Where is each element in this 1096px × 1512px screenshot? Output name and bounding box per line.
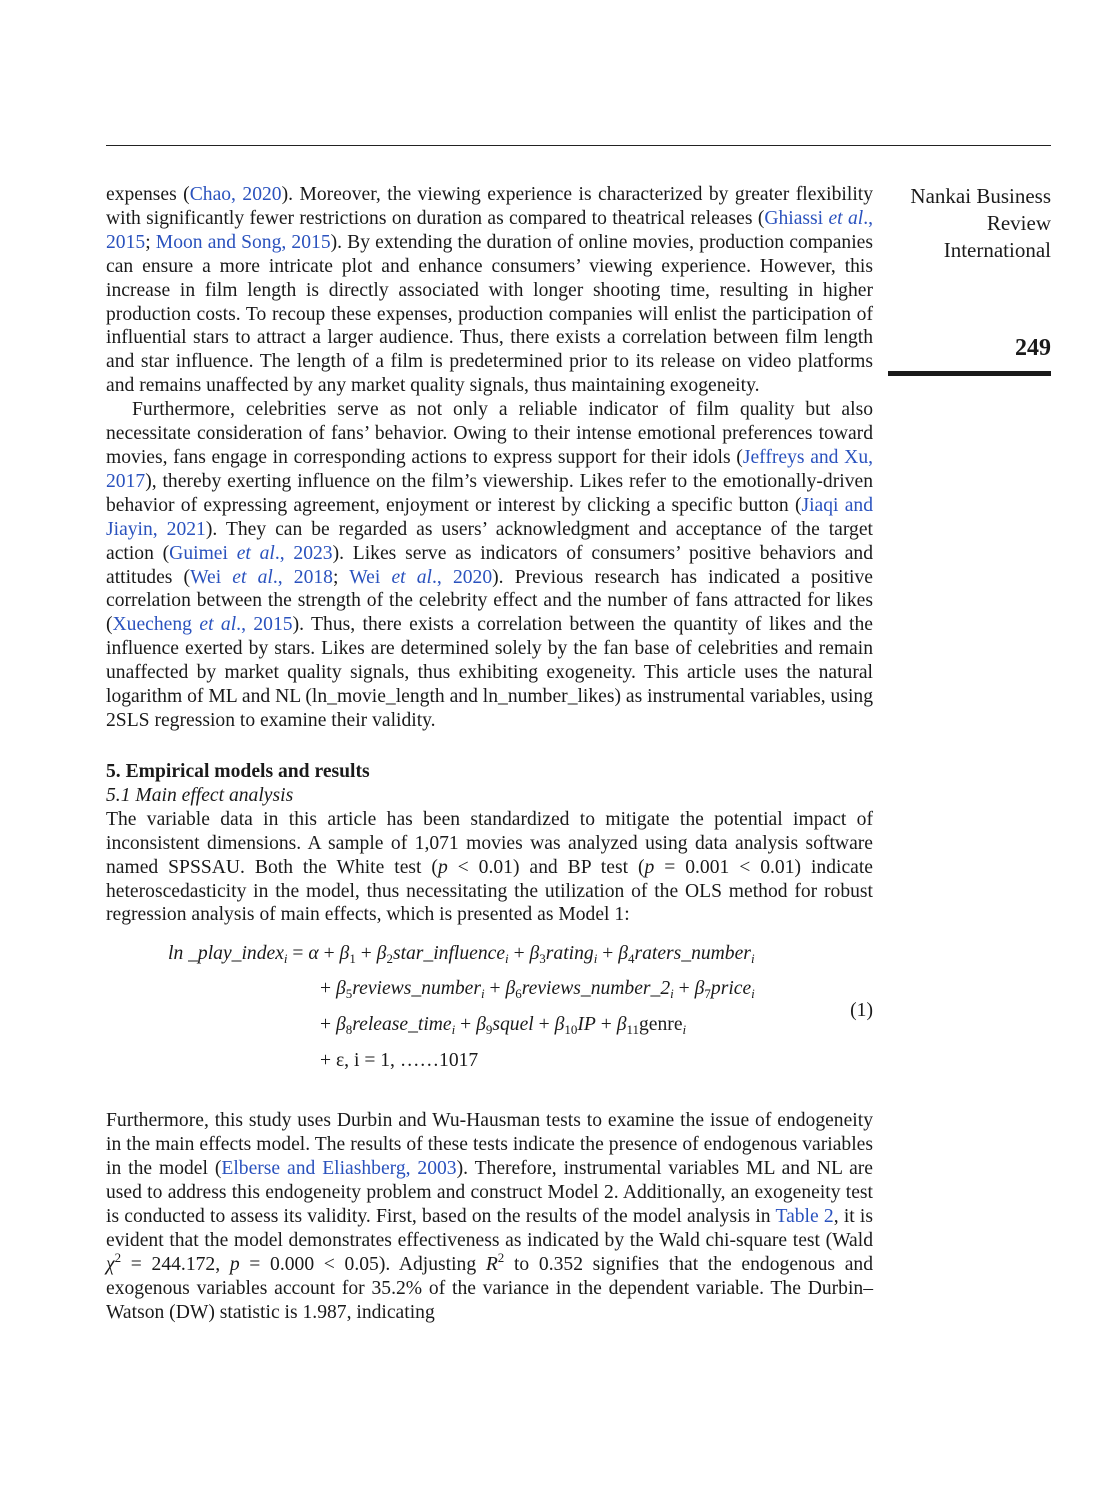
- text-run: Furthermore, this study uses Durbin and Wu-Hausman tests to examine the issue of endogeneity in the main effects model. The results of these tests indicate the presence of endogenous variables in the model (: [106, 1110, 873, 1180]
- text-run: to 0.352 signifies that the endogenous and exogenous variables account for 35.2% of the variance in the dependent variable. The Durbin–Watson (DW) statistic is 1.987, indicating: [106, 1253, 874, 1323]
- citation-author: Ghiassi: [764, 207, 829, 229]
- citation-year: ., 2020: [432, 566, 493, 588]
- citation-link[interactable]: [113, 614, 293, 635]
- citation-link[interactable]: [349, 567, 492, 588]
- text-run: ). Therefore, instrumental variables ML and NL are used to address this endogeneity problem and construct Model 2. Additionally, an exogeneity test is conducted to assess its validity. First, based on the results of the model analysis in: [106, 1158, 873, 1227]
- citation-link[interactable]: Moon and Song, 2015: [155, 231, 331, 253]
- page-number: 249: [1015, 335, 1051, 361]
- citation-etal: et al: [828, 207, 864, 229]
- journal-name-line: International: [943, 238, 1051, 262]
- text-run: = 0.001 < 0.01) indicate heteroscedasticity in the model, thus necessitating the utilization of the OLS method for robust regression analysis of main effects, which is presented as Model 1:: [106, 856, 873, 926]
- journal-name-line: Nankai Business: [910, 184, 1051, 208]
- text-run: ). Previous research has indicated a positive correlation between the strength of the celebrity effect and the number of fans attracted for likes (: [106, 566, 873, 636]
- text-run: ), thereby exerting influence on the film’s viewership. Likes refer to the emotionally-driven behavior of expressing agreement, enjoyment or interest by clicking a specific button (: [106, 470, 873, 516]
- table-link[interactable]: Table 2: [775, 1206, 834, 1227]
- math-var: χ: [106, 1253, 115, 1275]
- citation-link[interactable]: [169, 543, 332, 564]
- citation-author: Wei: [190, 566, 233, 588]
- citation-link[interactable]: [190, 567, 333, 588]
- math-var: p: [644, 856, 655, 878]
- page-number-rule: [888, 371, 1051, 376]
- citation-author: Wei: [349, 566, 392, 588]
- math-var: p: [229, 1253, 240, 1275]
- citation-author: Xuecheng: [112, 614, 200, 636]
- text-run: ). By extending the duration of online movies, production companies can ensure a more intricate plot and enhance consumers’ viewing experience. However, this increase in film length is directly associated with longer shooting time, resulting in higher production costs. To recoup these expenses, production companies will enlist the participation of influential stars to attract a larger audience. Thus, there exists a correlation between film length and star influence. The length of a film is predetermined prior to its release on video platforms and remains unaffected by any market quality signals, thus maintaining exogeneity.: [106, 231, 873, 397]
- citation-etal: et al: [232, 566, 273, 588]
- header-rule: [106, 145, 1051, 146]
- equation-model-1: [106, 942, 873, 1092]
- journal-name: [888, 183, 1051, 264]
- citation-author: Guimei: [169, 542, 237, 564]
- paragraph-1: [106, 183, 873, 398]
- text-run: < 0.01) and BP test (: [447, 856, 645, 878]
- citation-link[interactable]: Jeffreys and Xu, 2017: [106, 446, 874, 492]
- article-body: [106, 183, 873, 1325]
- journal-name-line: Review: [986, 211, 1051, 235]
- text-run: The variable data in this article has been standardized to mitigate the potential impact of inconsistent dimensions. A sample of 1,071 movies was analyzed using data analysis software named SPSSAU. Both the White test (: [106, 808, 873, 878]
- math-sup: 2: [114, 1249, 122, 1265]
- math-var: p: [437, 856, 448, 878]
- equation-line: + $\beta_8release\_time_i$ + $\beta_9squel + \beta_{10}IP$ + $\beta_{11}genre_i$: [320, 1014, 687, 1038]
- text-run: ). Moreover, the viewing experience is characterized by greater flexibility with significantly fewer restrictions on duration as compared to theatrical releases (: [106, 184, 873, 229]
- citation-year: ., 2015: [106, 207, 874, 253]
- citation-etal: et al: [391, 566, 432, 588]
- subsection-heading: 5.1 Main effect analysis: [106, 784, 294, 806]
- text-run: Furthermore, celebrities serve as not only a reliable indicator of film quality but also necessitate consideration of fans’ behavior. Owing to their intense emotional preferences toward movies, fans engage in corresponding actions to express support for their idols (: [106, 399, 873, 468]
- math-var: R: [485, 1253, 498, 1275]
- text-run: ). They can be regarded as users’ acknowledgment and acceptance of the target action (: [106, 518, 873, 564]
- text-run: , it is evident that the model demonstrates effectiveness as indicated by the Wald chi-square test (Wald: [106, 1206, 873, 1251]
- citation-year: ., 2015: [236, 614, 293, 636]
- paragraph-4: [106, 1109, 873, 1324]
- text-run: ). Likes serve as indicators of consumers’ positive behaviors and attitudes (: [106, 542, 873, 588]
- equation-lhs: ln _play_index: [168, 943, 284, 965]
- equation-line: ln _play_index$_i$ = $\alpha + \beta_1$ + $\beta_2star\_influence_i$ + $\beta_3rating_i$ + $\beta_4raters\_number_i$: [168, 943, 755, 967]
- equation-line: + ε, i = 1, ……1017: [320, 1050, 479, 1072]
- text-run: ;: [332, 566, 350, 588]
- math-sup: 2: [497, 1249, 505, 1265]
- citation-etal: et al: [199, 614, 237, 636]
- citation-year: ., 2018: [272, 566, 333, 588]
- text-run: = 0.000 < 0.05). Adjusting: [239, 1253, 486, 1275]
- text-run: ). Thus, there exists a correlation between the quantity of likes and the influence exerted by stars. Likes are determined solely by the fan base of celebrities and remain unaffected by market quality signals, thus exhibiting exogeneity. This article uses the natural logarithm of ML and NL (ln_movie_length and ln_number_likes) as instrumental variables, using 2SLS regression to examine their validity.: [106, 614, 873, 731]
- citation-etal: et al: [236, 542, 275, 564]
- equation-number: (1): [850, 1000, 873, 1022]
- section-heading: 5. Empirical models and results: [106, 760, 370, 782]
- text-run: = 244.172,: [121, 1253, 230, 1275]
- citation-year: ., 2023: [274, 542, 333, 564]
- text-run: ;: [145, 231, 156, 253]
- paragraph-3: [106, 808, 873, 928]
- equation-line: + $\beta_5reviews\_number_i$ + $\beta_6reviews\_number\_2_i$ + $\beta_7price_i$: [320, 978, 755, 1002]
- citation-link[interactable]: Jiaqi and Jiayin, 2021: [106, 494, 873, 540]
- text-run: expenses (: [106, 184, 190, 205]
- paragraph-2: [106, 398, 873, 733]
- citation-link[interactable]: Elberse and Eliashberg, 2003: [221, 1158, 457, 1180]
- citation-link[interactable]: Chao, 2020: [189, 184, 282, 205]
